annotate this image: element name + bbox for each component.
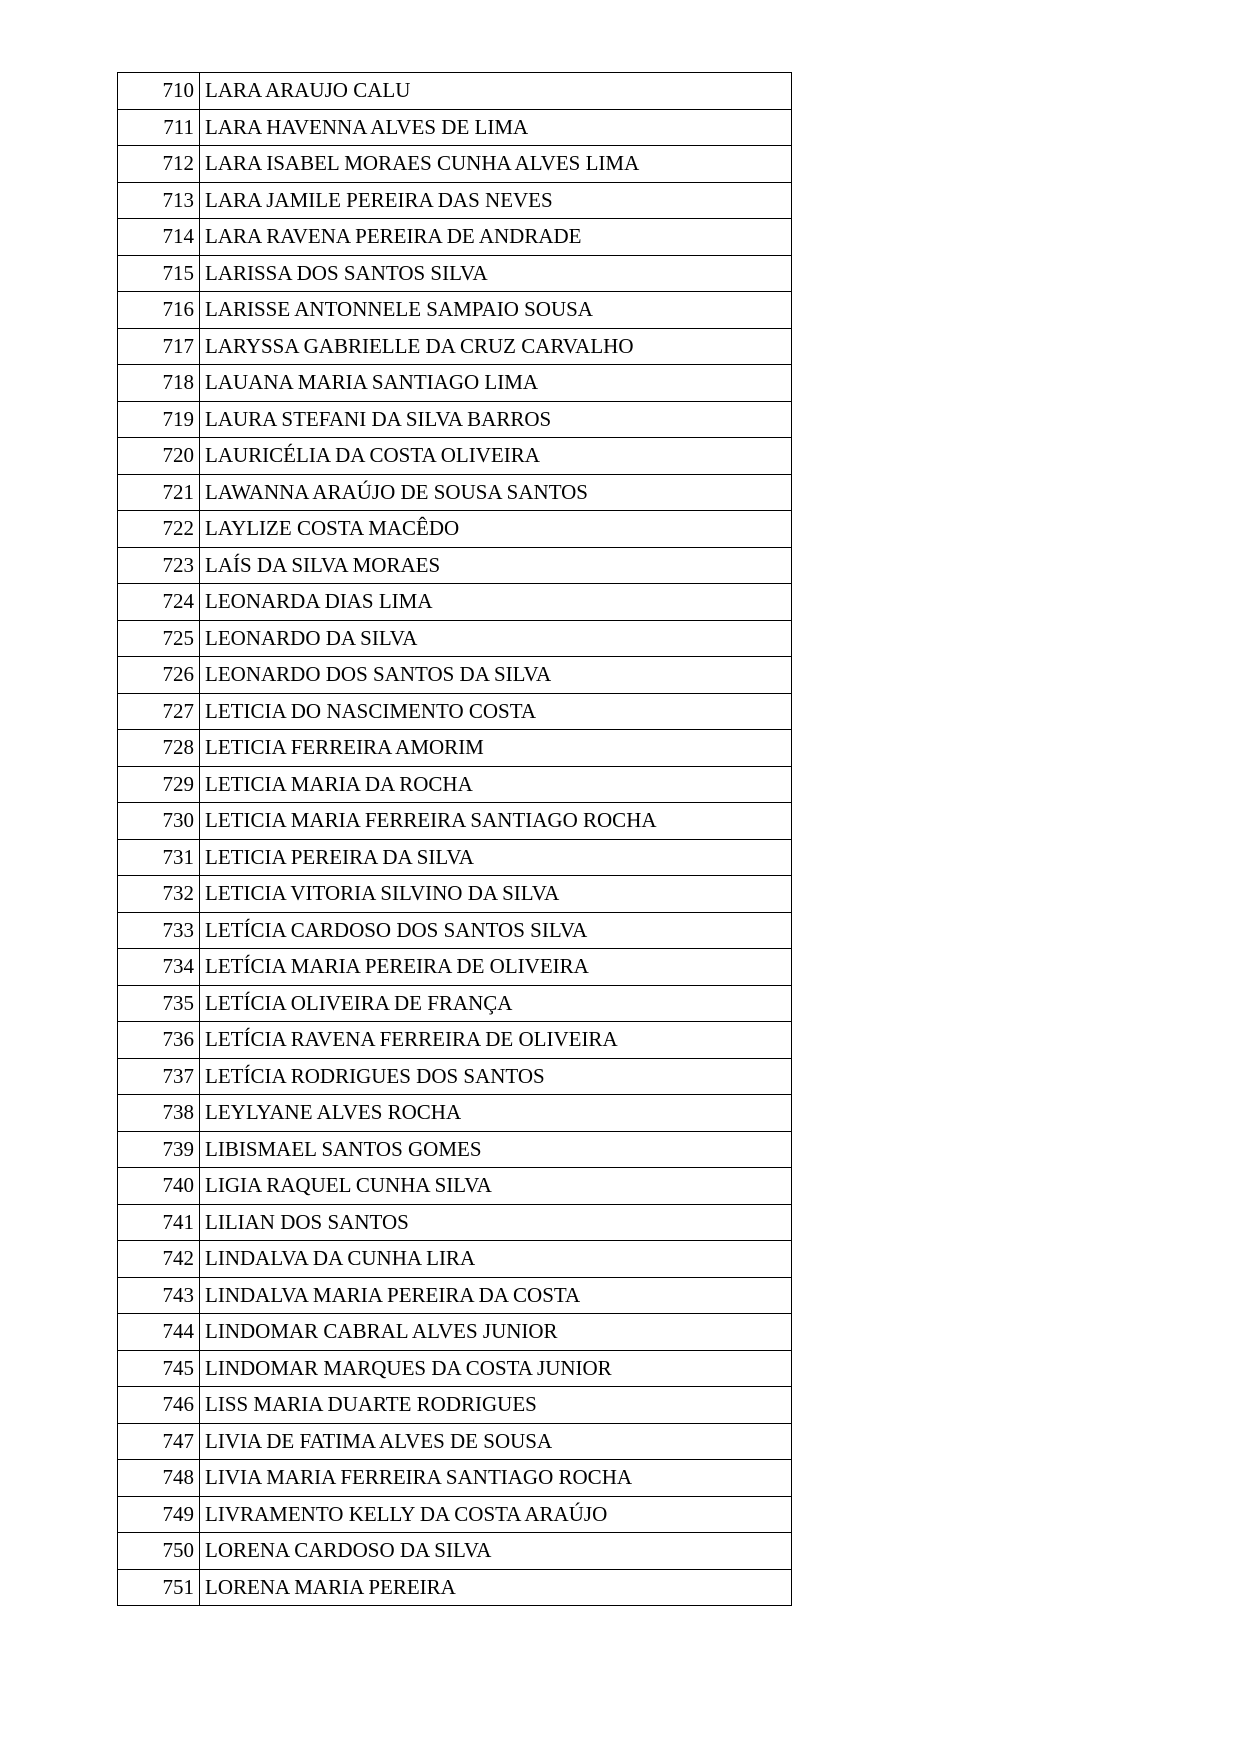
table-row: [118, 255, 792, 292]
row-number: 719: [118, 401, 200, 438]
row-name: LINDALVA MARIA PEREIRA DA COSTA: [200, 1277, 792, 1314]
row-name: LARA RAVENA PEREIRA DE ANDRADE: [200, 219, 792, 256]
row-name: LARYSSA GABRIELLE DA CRUZ CARVALHO: [200, 328, 792, 365]
row-number: 726: [118, 657, 200, 694]
row-number: 742: [118, 1241, 200, 1278]
row-name: LARA ARAUJO CALU: [200, 73, 792, 110]
table-row: [118, 182, 792, 219]
table-row: [118, 1241, 792, 1278]
row-number: 720: [118, 438, 200, 475]
row-number: 738: [118, 1095, 200, 1132]
table-row: [118, 876, 792, 913]
table-row: [118, 219, 792, 256]
row-number: 735: [118, 985, 200, 1022]
row-number: 731: [118, 839, 200, 876]
table-row: [118, 547, 792, 584]
row-name: LETICIA MARIA DA ROCHA: [200, 766, 792, 803]
row-number: 729: [118, 766, 200, 803]
table-row: [118, 1095, 792, 1132]
row-number: 734: [118, 949, 200, 986]
table-row: [118, 1460, 792, 1497]
row-name: LETÍCIA CARDOSO DOS SANTOS SILVA: [200, 912, 792, 949]
table-row: [118, 146, 792, 183]
row-number: 739: [118, 1131, 200, 1168]
row-number: 736: [118, 1022, 200, 1059]
row-number: 746: [118, 1387, 200, 1424]
row-number: 713: [118, 182, 200, 219]
row-name: LARA JAMILE PEREIRA DAS NEVES: [200, 182, 792, 219]
row-name: LORENA MARIA PEREIRA: [200, 1569, 792, 1606]
row-name: LIVIA MARIA FERREIRA SANTIAGO ROCHA: [200, 1460, 792, 1497]
row-number: 721: [118, 474, 200, 511]
row-name: LAWANNA ARAÚJO DE SOUSA SANTOS: [200, 474, 792, 511]
row-name: LINDOMAR MARQUES DA COSTA JUNIOR: [200, 1350, 792, 1387]
table-row: [118, 1569, 792, 1606]
row-name: LAURICÉLIA DA COSTA OLIVEIRA: [200, 438, 792, 475]
row-name: LISS MARIA DUARTE RODRIGUES: [200, 1387, 792, 1424]
table-row: [118, 1533, 792, 1570]
table-row: [118, 109, 792, 146]
table-row: [118, 1131, 792, 1168]
table-row: [118, 766, 792, 803]
row-number: 743: [118, 1277, 200, 1314]
row-number: 733: [118, 912, 200, 949]
row-name: LAUANA MARIA SANTIAGO LIMA: [200, 365, 792, 402]
table-row: [118, 1168, 792, 1205]
table-row: [118, 365, 792, 402]
row-name: LAURA STEFANI DA SILVA BARROS: [200, 401, 792, 438]
table-row: [118, 328, 792, 365]
row-number: 737: [118, 1058, 200, 1095]
table-row: [118, 474, 792, 511]
row-name: LETÍCIA RAVENA FERREIRA DE OLIVEIRA: [200, 1022, 792, 1059]
row-name: LIVIA DE FATIMA ALVES DE SOUSA: [200, 1423, 792, 1460]
row-name: LEYLYANE ALVES ROCHA: [200, 1095, 792, 1132]
row-name: LETICIA MARIA FERREIRA SANTIAGO ROCHA: [200, 803, 792, 840]
table-row: [118, 620, 792, 657]
row-name: LETÍCIA OLIVEIRA DE FRANÇA: [200, 985, 792, 1022]
row-name: LEONARDA DIAS LIMA: [200, 584, 792, 621]
row-number: 715: [118, 255, 200, 292]
row-number: 718: [118, 365, 200, 402]
row-name: LINDALVA DA CUNHA LIRA: [200, 1241, 792, 1278]
table-row: [118, 511, 792, 548]
row-name: LEONARDO DOS SANTOS DA SILVA: [200, 657, 792, 694]
row-number: 712: [118, 146, 200, 183]
table-row: [118, 657, 792, 694]
table-row: [118, 730, 792, 767]
table-row: [118, 1387, 792, 1424]
row-number: 716: [118, 292, 200, 329]
row-name: LETICIA PEREIRA DA SILVA: [200, 839, 792, 876]
table-row: [118, 1423, 792, 1460]
table-row: [118, 693, 792, 730]
row-number: 725: [118, 620, 200, 657]
row-name: LETÍCIA MARIA PEREIRA DE OLIVEIRA: [200, 949, 792, 986]
table-row: [118, 1496, 792, 1533]
row-number: 741: [118, 1204, 200, 1241]
row-name: LIGIA RAQUEL CUNHA SILVA: [200, 1168, 792, 1205]
table-row: [118, 1314, 792, 1351]
table-row: [118, 73, 792, 110]
row-name: LIBISMAEL SANTOS GOMES: [200, 1131, 792, 1168]
table-row: [118, 1204, 792, 1241]
row-number: 728: [118, 730, 200, 767]
row-number: 727: [118, 693, 200, 730]
row-number: 748: [118, 1460, 200, 1497]
row-number: 745: [118, 1350, 200, 1387]
row-number: 717: [118, 328, 200, 365]
row-number: 711: [118, 109, 200, 146]
row-number: 751: [118, 1569, 200, 1606]
table-row: [118, 912, 792, 949]
row-number: 714: [118, 219, 200, 256]
table-row: [118, 1277, 792, 1314]
row-name: LETICIA DO NASCIMENTO COSTA: [200, 693, 792, 730]
row-number: 732: [118, 876, 200, 913]
row-name: LARA HAVENNA ALVES DE LIMA: [200, 109, 792, 146]
row-number: 740: [118, 1168, 200, 1205]
table-row: [118, 438, 792, 475]
table-row: [118, 839, 792, 876]
row-name: LEONARDO DA SILVA: [200, 620, 792, 657]
row-number: 710: [118, 73, 200, 110]
table-row: [118, 584, 792, 621]
row-name: LETICIA FERREIRA AMORIM: [200, 730, 792, 767]
row-number: 749: [118, 1496, 200, 1533]
row-number: 730: [118, 803, 200, 840]
row-name: LAÍS DA SILVA MORAES: [200, 547, 792, 584]
table-row: [118, 1350, 792, 1387]
row-number: 747: [118, 1423, 200, 1460]
row-name: LETÍCIA RODRIGUES DOS SANTOS: [200, 1058, 792, 1095]
table-row: [118, 949, 792, 986]
row-name: LAYLIZE COSTA MACÊDO: [200, 511, 792, 548]
row-name: LARISSE ANTONNELE SAMPAIO SOUSA: [200, 292, 792, 329]
row-name: LINDOMAR CABRAL ALVES JUNIOR: [200, 1314, 792, 1351]
names-table: [117, 72, 792, 1606]
row-name: LETICIA VITORIA SILVINO DA SILVA: [200, 876, 792, 913]
table-row: [118, 1022, 792, 1059]
row-name: LARA ISABEL MORAES CUNHA ALVES LIMA: [200, 146, 792, 183]
row-number: 723: [118, 547, 200, 584]
row-name: LIVRAMENTO KELLY DA COSTA ARAÚJO: [200, 1496, 792, 1533]
row-number: 744: [118, 1314, 200, 1351]
row-number: 724: [118, 584, 200, 621]
table-row: [118, 292, 792, 329]
table-row: [118, 1058, 792, 1095]
row-name: LARISSA DOS SANTOS SILVA: [200, 255, 792, 292]
table-row: [118, 803, 792, 840]
row-name: LILIAN DOS SANTOS: [200, 1204, 792, 1241]
table-row: [118, 985, 792, 1022]
table-row: [118, 401, 792, 438]
row-name: LORENA CARDOSO DA SILVA: [200, 1533, 792, 1570]
row-number: 722: [118, 511, 200, 548]
names-table-body: [118, 73, 792, 1606]
row-number: 750: [118, 1533, 200, 1570]
